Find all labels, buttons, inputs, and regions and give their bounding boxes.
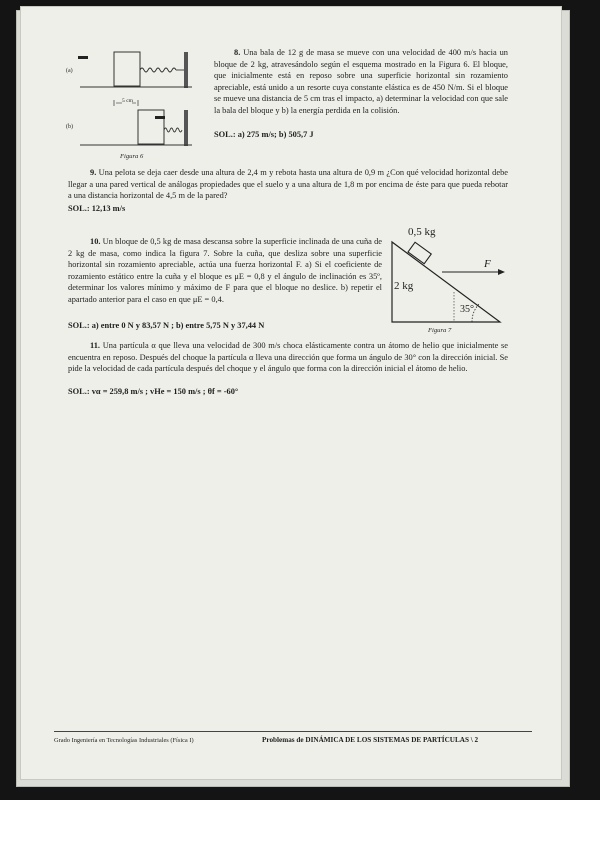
figure-6-distance-label: 5 cm bbox=[122, 98, 134, 104]
angle-label: 35° bbox=[460, 304, 474, 315]
problem-8-text: 8. Una bala de 12 g de masa se mueve con una velocidad de 400 m/s hacia un bloque de 2 kg, atravesándolo según el esquema mostrado en la Figura 6. El bloque, que inicialmente está en reposo sobre una superficie horizontal sin rozamiento apreciable, está unido a un resorte cuya constante elástica es de 450 N/m. Si el bloque se mueve una distancia de 5 cm tras el impacto, a) determinar la velocidad con que sale la bala del bloque y b) la energía perdida en la colisión. bbox=[214, 48, 508, 115]
bullet-a bbox=[78, 56, 88, 59]
figure-6 bbox=[62, 50, 212, 160]
problem-11-text: 11. Una partícula α que lleva una velocidad de 300 m/s choca elásticamente contra un átomo de helio que inicialmente se encuentra en reposo. Después del choque la partícula α lleva una dirección que forma un ángulo de 30° con la dirección inicial. Se pide la velocidad de cada partícula después del choque y el ángulo que forma con la dirección inicial el átomo de helio. bbox=[68, 341, 508, 374]
block-mass-label: 0,5 kg bbox=[408, 226, 436, 238]
figure-6-label-a: (a) bbox=[66, 68, 73, 74]
wall-b bbox=[184, 110, 188, 146]
figure-6-drawing bbox=[62, 50, 212, 160]
force-label: F bbox=[484, 258, 491, 270]
problem-10-text: 10. Un bloque de 0,5 kg de masa descansa sobre la superficie inclinada de una cuña de 2 kg de masa, como indica la figura 7. Sobre la cuña, que desliza sobre una superficie horizontal sin rozamiento apreciable, actúa una fuerza horizontal F. a) Si el coeficiente de rozamiento estático entre la cuña y el bloque es μE = 0,8 y el ángulo de inclinación es 35º, determinar los valores mínimo y máximo de F para que el bloque no deslice. b) repetir el apartado anterior para el caso en que μE = 0,4. bbox=[68, 237, 382, 304]
problem-10-number: 10. bbox=[90, 237, 101, 246]
footer-rule bbox=[54, 731, 532, 732]
spring-a bbox=[140, 68, 176, 72]
wall-a bbox=[184, 52, 188, 88]
wedge-mass-label: 2 kg bbox=[394, 280, 414, 292]
spring-b bbox=[164, 128, 182, 132]
force-arrowhead bbox=[498, 269, 505, 275]
figure-6-caption: Figura 6 bbox=[120, 153, 144, 160]
footer-course: Grado Ingeniería en Tecnologías Industriales (Física I) bbox=[54, 737, 194, 744]
problem-11-number: 11. bbox=[90, 341, 101, 350]
figure-7 bbox=[384, 222, 514, 342]
figure-7-drawing bbox=[384, 222, 514, 332]
small-block bbox=[408, 242, 431, 263]
problem-9-number: 9. bbox=[90, 168, 97, 177]
problem-9-text: 9. Una pelota se deja caer desde una altura de 2,4 m y rebota hasta una altura de 0,9 m ¿Con qué velocidad horizontal debe llegar a una pared vertical de análogas propiedades que el suelo y a una altura de 1,8 m por encima de éste para que pueda rebotar a una distancia horizontal de 4,5 m de la pared? bbox=[68, 168, 508, 201]
problem-11-solution: SOL.: vα = 259,8 m/s ; vHe = 150 m/s ; θf = -60° bbox=[68, 387, 239, 396]
problem-8-number: 8. bbox=[234, 48, 241, 57]
figure-7-caption: Figura 7 bbox=[428, 327, 452, 334]
problem-8-solution: SOL.: a) 275 m/s; b) 505,7 J bbox=[214, 130, 314, 139]
bullet-b bbox=[155, 116, 165, 119]
footer-title: Problemas de DINÁMICA DE LOS SISTEMAS DE PARTÍCULAS \ 2 bbox=[262, 736, 479, 744]
problem-10-solution: SOL.: a) entre 0 N y 83,57 N ; b) entre 5,75 N y 37,44 N bbox=[68, 321, 265, 330]
problem-9-solution: SOL.: 12,13 m/s bbox=[68, 204, 126, 213]
block-a bbox=[114, 52, 140, 86]
figure-6-label-b: (b) bbox=[66, 124, 73, 130]
block-b bbox=[138, 110, 164, 144]
